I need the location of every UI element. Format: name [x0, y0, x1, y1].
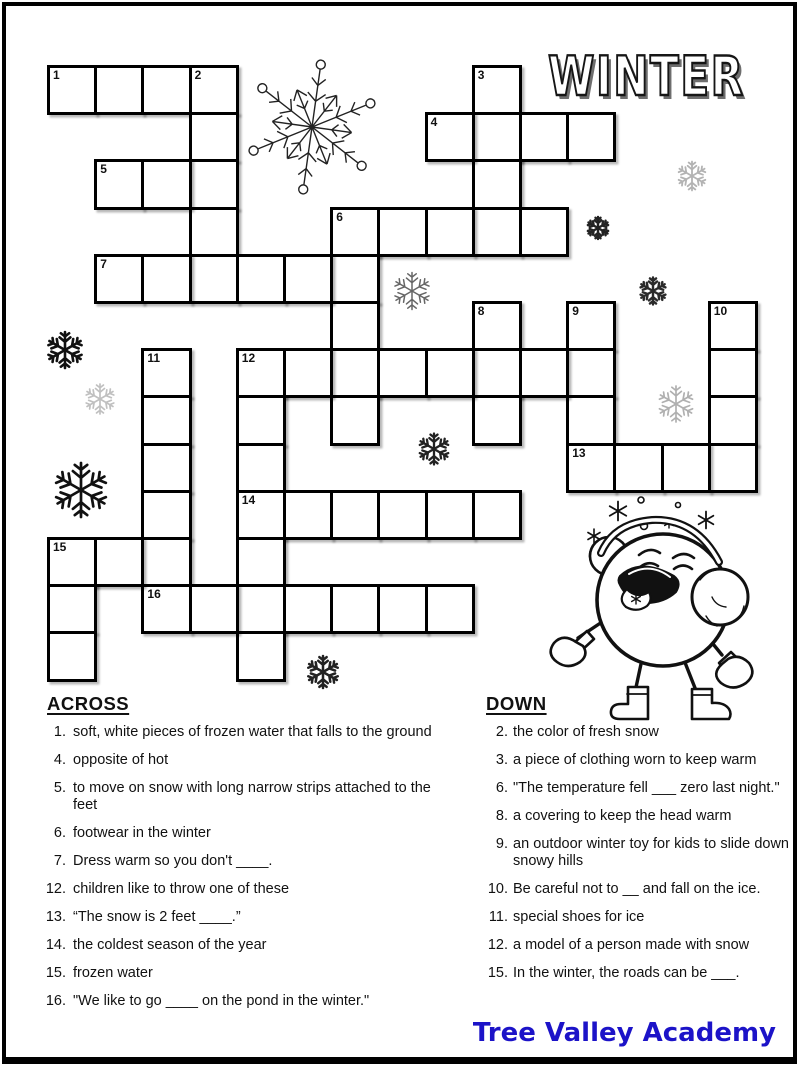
clue-item	[45, 724, 449, 741]
snowflake-icon	[393, 273, 431, 310]
crossword-cell[interactable]	[94, 159, 144, 209]
clue-item	[484, 752, 792, 769]
clue-item	[484, 808, 792, 825]
crossword-cell[interactable]	[330, 207, 380, 257]
crossword-cell[interactable]	[47, 537, 97, 587]
across-clues-section	[45, 694, 449, 1021]
clue-number: 14.	[45, 936, 66, 953]
hand-drawn-snowflake-icon	[240, 51, 383, 202]
crossword-cell[interactable]	[94, 537, 144, 587]
crossword-cell[interactable]	[283, 348, 333, 398]
clue-item	[45, 965, 449, 982]
crossword-cell[interactable]	[189, 584, 239, 634]
snowflake-icon	[418, 434, 449, 465]
page-title: WINTER	[548, 45, 745, 108]
crossword-cell[interactable]	[189, 112, 239, 162]
clue-number: 2.	[495, 724, 508, 740]
snowflake-on-tongue	[632, 594, 641, 604]
crossword-cell[interactable]	[566, 301, 616, 351]
clue-item	[45, 780, 449, 813]
clue-number: 10.	[487, 880, 508, 897]
clue-text: “The snow is 2 feet ____.”	[73, 908, 241, 925]
crossword-cell[interactable]	[425, 584, 475, 634]
crossword-cell[interactable]	[141, 348, 191, 398]
cell-number: 11	[147, 351, 161, 366]
crossword-cell[interactable]	[330, 254, 380, 304]
clue-number: 9.	[495, 836, 508, 852]
crossword-cell[interactable]	[425, 348, 475, 398]
right-eyebrow	[673, 554, 694, 558]
crossword-cell[interactable]	[566, 112, 616, 162]
down-clue-list	[484, 724, 792, 981]
sparkle-stars	[588, 497, 713, 543]
clue-item	[484, 909, 792, 926]
clue-item	[484, 965, 792, 982]
clue-text: a piece of clothing worn to keep warm	[513, 752, 757, 768]
clue-item	[484, 780, 792, 797]
crossword-cell[interactable]	[236, 490, 286, 540]
crossword-cell[interactable]	[47, 584, 97, 634]
clue-text: special shoes for ice	[513, 908, 645, 925]
crossword-cell[interactable]	[566, 443, 616, 493]
clue-number: 3.	[495, 752, 508, 768]
clue-number: 4.	[53, 752, 66, 768]
snowflake-icon	[677, 162, 706, 191]
clue-text: a covering to keep the head warm	[513, 808, 732, 824]
clue-number: 15.	[45, 964, 66, 981]
clue-item	[45, 881, 449, 898]
cell-number: 7	[100, 256, 107, 271]
crossword-cell[interactable]	[708, 443, 758, 493]
clue-item	[45, 993, 449, 1010]
clue-text: frozen water	[73, 964, 153, 981]
left-eyebrow	[639, 550, 660, 555]
clue-text: soft, white pieces of frozen water that falls to the ground	[73, 724, 432, 740]
crossword-cell[interactable]	[708, 348, 758, 398]
crossword-cell[interactable]	[236, 443, 286, 493]
left-eye	[640, 563, 658, 567]
crossword-cell[interactable]	[236, 631, 286, 681]
clue-text: to move on snow with long narrow strips attached to the feet	[73, 780, 431, 813]
snowflake-icon	[47, 332, 84, 368]
crossword-cell[interactable]	[472, 65, 522, 115]
snowflake-icon	[587, 217, 609, 239]
crossword-cell[interactable]	[472, 301, 522, 351]
left-mitten	[551, 631, 594, 666]
crossword-cell[interactable]	[189, 207, 239, 257]
crossword-cell[interactable]	[141, 159, 191, 209]
cell-number: 16	[147, 587, 161, 602]
crossword-cell[interactable]	[141, 395, 191, 445]
cell-number: 4	[430, 115, 438, 130]
cell-number: 14	[241, 492, 256, 507]
clue-number: 13.	[45, 908, 66, 925]
crossword-cell[interactable]	[141, 65, 191, 115]
clue-item	[45, 825, 449, 842]
clue-number: 6.	[53, 824, 66, 841]
crossword-cell[interactable]	[613, 443, 663, 493]
crossword-cell[interactable]	[330, 584, 380, 634]
clue-number: 15.	[487, 964, 508, 981]
cell-number: 15	[53, 540, 67, 554]
left-earmuff	[590, 537, 628, 575]
crossword-cell[interactable]	[141, 490, 191, 540]
crossword-cell[interactable]	[189, 65, 239, 115]
clue-text: an outdoor winter toy for kids to slide down snowy hills	[513, 836, 789, 869]
crossword-cell[interactable]	[472, 348, 522, 398]
clue-text: the color of fresh snow	[513, 724, 659, 740]
cell-number: 3	[477, 68, 485, 82]
clue-item	[45, 909, 449, 926]
mouth	[619, 567, 679, 604]
across-header: ACROSS	[47, 693, 130, 714]
clue-number: 5.	[53, 780, 66, 796]
clue-number: 7.	[53, 852, 66, 869]
crossword-cell[interactable]	[519, 112, 569, 162]
crossword-cell[interactable]	[141, 254, 191, 304]
clue-item	[484, 937, 792, 954]
snowflake-icon	[85, 384, 115, 414]
crossword-cell[interactable]	[472, 159, 522, 209]
clue-text: opposite of hot	[73, 752, 169, 768]
crossword-cell[interactable]	[472, 112, 522, 162]
clue-text: a model of a person made with snow	[513, 936, 750, 953]
crossword-cell[interactable]	[566, 348, 616, 398]
right-leg	[684, 660, 697, 693]
crossword-cell[interactable]	[236, 348, 286, 398]
crossword-cell[interactable]	[236, 395, 286, 445]
crossword-cell[interactable]	[425, 490, 475, 540]
crossword-cell[interactable]	[141, 537, 191, 587]
snowflake-icon	[639, 278, 666, 305]
clue-text: the coldest season of the year	[73, 936, 267, 953]
cell-number: 5	[100, 162, 107, 177]
crossword-cell[interactable]	[47, 631, 97, 681]
crossword-cell[interactable]	[283, 490, 333, 540]
clue-item	[45, 752, 449, 769]
crossword-cell[interactable]	[236, 537, 286, 587]
down-clues-section	[484, 694, 792, 993]
crossword-cell[interactable]	[708, 395, 758, 445]
crossword-cell[interactable]	[661, 443, 711, 493]
crossword-cell[interactable]	[141, 443, 191, 493]
brand-logo-text: Tree Valley Academy	[472, 1018, 776, 1048]
across-clue-list	[45, 724, 449, 1009]
crossword-cell[interactable]	[472, 207, 522, 257]
crossword-cell[interactable]	[519, 348, 569, 398]
crossword-cell[interactable]	[141, 584, 191, 634]
cell-number: 10	[713, 304, 728, 318]
crossword-cell[interactable]	[472, 395, 522, 445]
cell-number: 6	[336, 209, 343, 224]
clue-number: 16.	[45, 992, 66, 1009]
left-arm	[578, 622, 602, 638]
clue-number: 8.	[495, 808, 508, 824]
snowflake-icon	[658, 386, 695, 422]
snowball-character	[551, 497, 753, 719]
snowball-head	[597, 534, 729, 666]
crossword-cell[interactable]	[283, 254, 333, 304]
crossword-cell[interactable]	[708, 301, 758, 351]
clue-text: footwear in the winter	[73, 824, 211, 841]
crossword-cell[interactable]	[47, 65, 97, 115]
clue-text: Be careful not to __ and fall on the ice.	[513, 880, 761, 897]
clue-text: In the winter, the roads can be ___.	[513, 964, 740, 981]
crossword-cell[interactable]	[330, 490, 380, 540]
crossword-cell[interactable]	[472, 490, 522, 540]
crossword-cell[interactable]	[425, 112, 475, 162]
clue-number: 12.	[487, 936, 508, 953]
cell-number: 13	[572, 445, 586, 460]
crossword-cell[interactable]	[189, 254, 239, 304]
clue-item	[484, 724, 792, 741]
crossword-cell[interactable]	[377, 584, 427, 634]
clue-text: children like to throw one of these	[73, 880, 290, 897]
clue-text: "The temperature fell ___ zero last night."	[513, 780, 780, 796]
crossword-cell[interactable]	[283, 584, 333, 634]
crossword-cell[interactable]	[94, 254, 144, 304]
down-header: DOWN	[486, 693, 547, 714]
clue-item	[484, 881, 792, 898]
clue-item	[45, 853, 449, 870]
clue-text: "We like to go ____ on the pond in the winter."	[73, 992, 370, 1009]
crossword-cell[interactable]	[189, 159, 239, 209]
clue-item	[484, 836, 792, 869]
clue-text: Dress warm so you don't ____.	[73, 852, 273, 869]
right-earmuff	[692, 569, 748, 625]
right-arm	[687, 612, 722, 655]
clue-number: 12.	[45, 880, 66, 897]
clue-item	[45, 937, 449, 954]
cell-number: 1	[53, 68, 60, 82]
crossword-cell[interactable]	[425, 207, 475, 257]
cell-number: 9	[572, 304, 579, 318]
cell-number: 8	[477, 304, 485, 318]
crossword-cell[interactable]	[377, 348, 427, 398]
left-leg	[635, 664, 641, 692]
clue-number: 1.	[53, 724, 66, 740]
cell-number: 12	[241, 351, 256, 366]
snowflake-icon	[307, 656, 340, 688]
crossword-cell[interactable]	[94, 65, 144, 115]
clue-number: 11.	[488, 908, 508, 925]
crossword-cell[interactable]	[236, 254, 286, 304]
crossword-cell[interactable]	[330, 301, 380, 351]
crossword-cell[interactable]	[330, 395, 380, 445]
crossword-cell[interactable]	[519, 207, 569, 257]
cell-number: 2	[194, 68, 202, 82]
clue-number: 6.	[495, 780, 508, 796]
right-mitten	[716, 652, 752, 688]
crossword-cell[interactable]	[377, 207, 427, 257]
crossword-cell[interactable]	[236, 584, 286, 634]
snowflake-icon	[54, 463, 109, 517]
crossword-cell[interactable]	[377, 490, 427, 540]
crossword-cell[interactable]	[330, 348, 380, 398]
right-eye	[674, 566, 692, 570]
crossword-cell[interactable]	[566, 395, 616, 445]
tongue	[622, 589, 651, 610]
